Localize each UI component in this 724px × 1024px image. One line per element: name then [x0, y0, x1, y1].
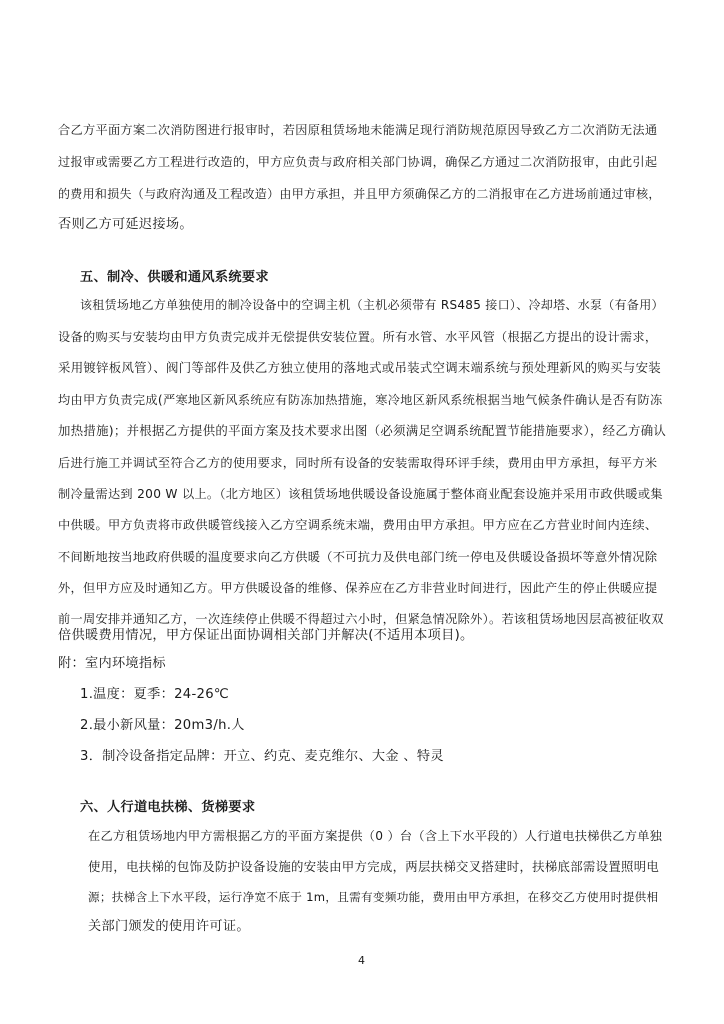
body-line: 设备的购买与安装均由甲方负责完成并无偿提供安装位置。所有水管、水平风管（根据乙方提出的设计需求，	[58, 330, 658, 344]
body-line: 使用，电扶梯的包饰及防护设备设施的安装由甲方完成，两层扶梯交叉搭建时，扶梯底部需设置照明电	[88, 859, 660, 874]
body-line: 外，但甲方应及时通知乙方。甲方供暖设备的维修、保养应在乙方非营业时间进行，因此产生的停止供暖应提	[58, 581, 658, 595]
appendix-item: 3．制冷设备指定品牌：开立、约克、麦克维尔、大金 、特灵	[80, 749, 444, 764]
body-line: 的费用和损失（与政府沟通及工程改造）由甲方承担，并且甲方须确保乙方的二消报审在乙方进场前通过审核，	[58, 187, 661, 201]
body-line: 合乙方平面方案二次消防图进行报审时，若因原租赁场地未能满足现行消防规范原因导致乙方二次消防无法通	[58, 123, 658, 137]
section-heading: 六、人行道电扶梯、货梯要求	[80, 800, 256, 815]
page-number: 4	[358, 954, 366, 967]
body-line: 采用镀锌板风管）、阀门等部件及供乙方独立使用的落地式或吊装式空调末端系统与预处理新风的购买与安装	[58, 360, 661, 375]
section-heading: 五、制冷、供暖和通风系统要求	[80, 270, 269, 285]
body-line: 否则乙方可延迟接场。	[58, 217, 193, 232]
body-line: 加热措施)；并根据乙方提供的平面方案及技术要求出图（必须满足空调系统配置节能措施要求），经乙方确认	[58, 423, 667, 438]
body-line: 倍供暖费用情况，甲方保证出面协调相关部门并解决(不适用本项目)。	[58, 628, 474, 643]
body-line: 源；扶梯含上下水平段，运行净宽不底于 1m，且需有变频功能，费用由甲方承担，在移交乙方使用时提供相	[88, 890, 659, 904]
appendix-item: 1.温度：夏季：24-26℃	[80, 687, 230, 702]
body-line: 过报审或需要乙方工程进行改造的，甲方应负责与政府相关部门协调，确保乙方通过二次消防报审，由此引起	[58, 155, 658, 169]
appendix-title: 附：室内环境指标	[58, 656, 166, 671]
body-line: 后进行施工并调试至符合乙方的使用要求，同时所有设备的安装需取得环评手续，费用由甲方承担，每平方米	[58, 456, 658, 470]
body-line: 在乙方租赁场地内甲方需根据乙方的平面方案提供（0 ）台（含上下水平段的）人行道电扶梯供乙方单独	[88, 829, 663, 843]
body-line: 前一周安排并通知乙方，一次连续停止供暖不得超过六小时，但紧急情况除外）。若该租赁场地因层高被征收双	[58, 612, 664, 626]
body-line: 均由甲方负责完成(严寒地区新风系统应有防冻加热措施，寒冷地区新风系统根据当地气候条件确认是否有防冻	[58, 393, 663, 407]
body-line: 中供暖。甲方负责将市政供暖管线接入乙方空调系统末端，费用由甲方承担。甲方应在乙方营业时间内连续、	[58, 518, 658, 532]
body-line: 该租赁场地乙方单独使用的制冷设备中的空调主机（主机必须带有 RS485 接口）、冷却塔、水泵（有备用）	[80, 298, 664, 312]
body-line: 不间断地按当地政府供暖的温度要求向乙方供暖（不可抗力及供电部门统一停电及供暖设备损坏等意外情况除	[58, 550, 658, 564]
appendix-item: 2.最小新风量：20m3/h.人	[80, 718, 245, 733]
body-line: 关部门颁发的使用许可证。	[88, 919, 250, 934]
body-line: 制冷量需达到 200 W 以上。（北方地区）该租赁场地供暖设备设施属于整体商业配套设施并采用市政供暖或集	[58, 487, 663, 501]
